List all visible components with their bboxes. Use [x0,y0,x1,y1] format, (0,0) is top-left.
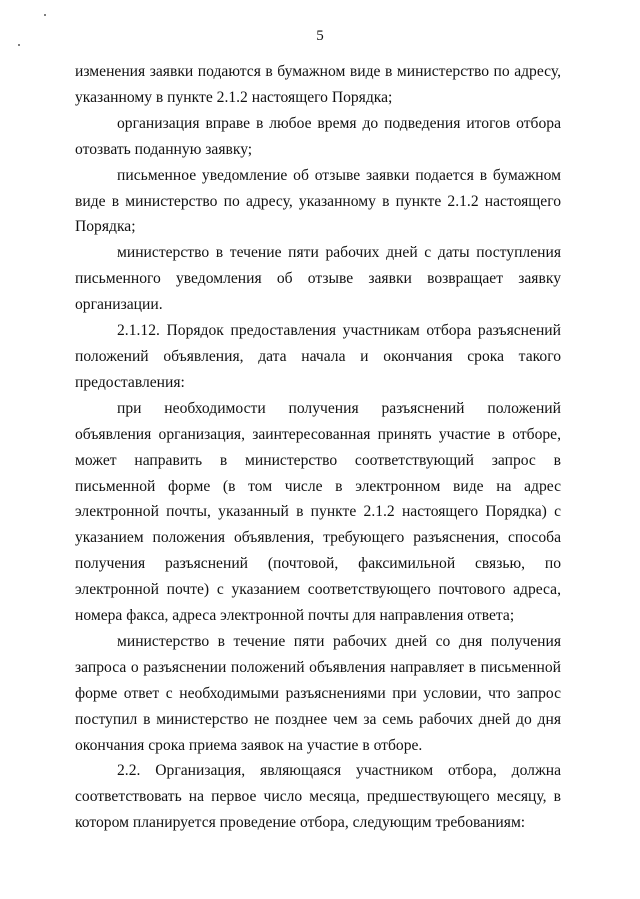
paragraph: 2.2. Организация, являющаяся участником отбора, должна соответствовать на первое число месяца, предшествующего месяцу, в котором планируется проведение отбора, следующим требованиям: [75,762,561,832]
paragraph: министерство в течение пяти рабочих дней со дня получения запроса о разъяснении положений объявления направляет в письменной форме ответ с необходимыми разъяснениями при условии, что запрос поступил в министерство не позднее чем за семь рабочих дней до дня окончания срока приема заявок на участие в отборе. [75,632,561,754]
document-body [75,59,561,836]
page-number: 5 [316,28,324,44]
paragraph: изменения заявки подаются в бумажном виде в министерство по адресу, указанному в пункте 2.1.2 настоящего Порядка; [75,63,561,106]
paragraph: министерство в течение пяти рабочих дней с даты поступления письменного уведомления об отзыве заявки возвращает заявку организации. [75,244,561,314]
paragraph: организация вправе в любое время до подведения итогов отбора отозвать поданную заявку; [75,114,561,158]
paragraph: письменное уведомление об отзыве заявки подается в бумажном виде в министерство по адресу, указанному в пункте 2.1.2 настоящего Порядка; [75,166,561,236]
paragraph: при необходимости получения разъяснений положений объявления организация, заинтересованная принять участие в отборе, может направить в министерство соответствующий запрос в письменной форме (в том числе в электронном виде на адрес электронной почты, указанный в пункте 2.1.2 настоящего Порядка) с указанием положения объявления, требующего разъяснения, способа получения разъяснений (почтовой, факсимильной связью, по электронной почте) с указанием соответствующего почтового адреса, номера факса, адреса электронной почты для направления ответа; [75,399,561,625]
scan-speck [44,14,46,16]
paragraph: 2.1.12. Порядок предоставления участникам отбора разъяснений положений объявления, дата начала и окончания срока такого предоставления: [75,322,561,391]
